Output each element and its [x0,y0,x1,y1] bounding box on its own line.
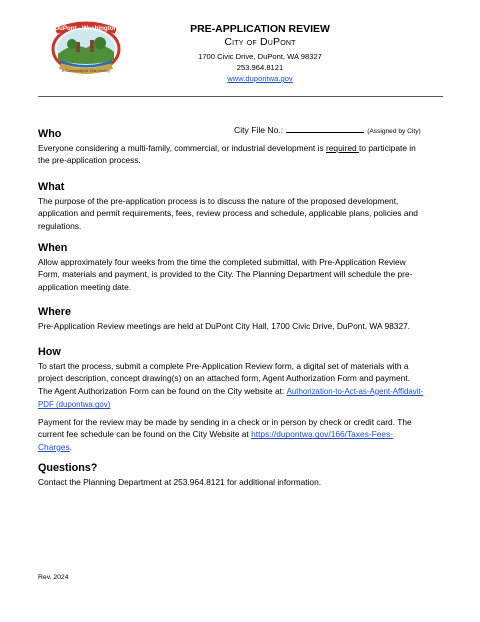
who-line-1 [38,142,442,154]
payment-line-2 [38,428,442,440]
section-heading-what: What [38,181,65,193]
payment-line-3 [38,441,442,453]
payment-line-3-end: . [69,441,72,452]
what-line-1: The purpose of the pre-application process is to discuss the nature of the proposed development, [38,196,399,206]
section-heading-how: How [38,346,61,358]
city-name-line [160,36,360,48]
when-line-1: Allow approximately four weeks from the time the completed submittal, with Pre-Application Review [38,257,406,267]
file-no-note: (Assigned by City) [367,128,421,135]
section-body-who [38,142,442,167]
agent-authorization-form-link-continued[interactable]: PDF (dupontwa.gov) [38,400,111,410]
section-body-how [38,360,442,412]
when-line-3: application meeting date. [38,281,132,292]
what-line-3: regulations. [38,220,82,231]
section-body-where [38,320,442,332]
section-body-what [38,195,442,232]
city-file-number-field [234,124,421,135]
city-name: DuPont [260,36,296,48]
who-required-word: required [325,143,360,153]
how-line-3 [38,385,442,398]
when-line-2: Form, materials and payment, is provided to the City. The Planning Department will schedule the pre- [38,269,413,280]
payment-line-1: Payment for the review may be made by sending in a check or in person by check or credit card. The [38,417,412,427]
city-prefix: City of [224,36,260,48]
section-heading-where: Where [38,306,71,318]
questions-line-1: Contact the Planning Department at 253.964.8121 for additional information. [38,477,322,487]
what-line-2: application and permit requirements, fees, review process and schedule, applicable plans, policies and [38,208,418,219]
section-body-payment [38,416,442,453]
city-phone: 253.964.8121 [236,63,284,72]
section-body-when [38,256,442,293]
fee-schedule-link[interactable]: https://dupontwa.gov/166/Taxes-Fees- [251,429,394,440]
logo-text-top: DuPont - Washington [54,25,118,32]
agent-authorization-form-link[interactable]: Authorization-to-Act-as-Agent-Affidavit- [286,386,424,396]
dupont-city-seal-logo [48,20,124,76]
who-line-2: the pre-application process. [38,155,141,166]
document-title: PRE-APPLICATION REVIEW [190,23,330,35]
city-address: 1700 Civic Drive, DuPont, WA 98327 [198,52,322,61]
header-divider [38,96,443,97]
who-line-1-text: Everyone considering a multi-family, commercial, or industrial development is [38,143,326,153]
revision-note: Rev. 2024 [38,574,69,581]
where-line-1: Pre-Application Review meetings are held at DuPont City Hall, 1700 Civic Drive, DuPont, WA 98327. [38,321,411,331]
how-line-4 [38,398,442,411]
fee-schedule-link-continued[interactable]: Charges [38,441,70,452]
file-no-label: City File No.: [234,125,284,135]
payment-line-2-text: current fee schedule can be found on the City Website at [38,429,252,440]
section-heading-questions: Questions? [38,462,98,474]
section-heading-who: Who [38,128,62,140]
section-body-questions [38,476,442,488]
how-line-3-text: The Agent Authorization Form can be found on the City website at: [38,385,287,396]
logo-text-bottom: A Community for 21st Century [62,69,110,73]
how-line-2: project description, concept drawing(s) on an attached form, Agent Authorization Form and payment. [38,373,410,384]
file-no-blank-line [286,124,364,133]
who-line-1-end: to participate in [359,143,416,153]
how-line-1: To start the process, submit a complete Pre-Application Review form, a digital set of materials with a [38,361,409,371]
section-heading-when: When [38,242,68,254]
city-website-link[interactable]: www.dupontwa.gov [227,74,293,83]
